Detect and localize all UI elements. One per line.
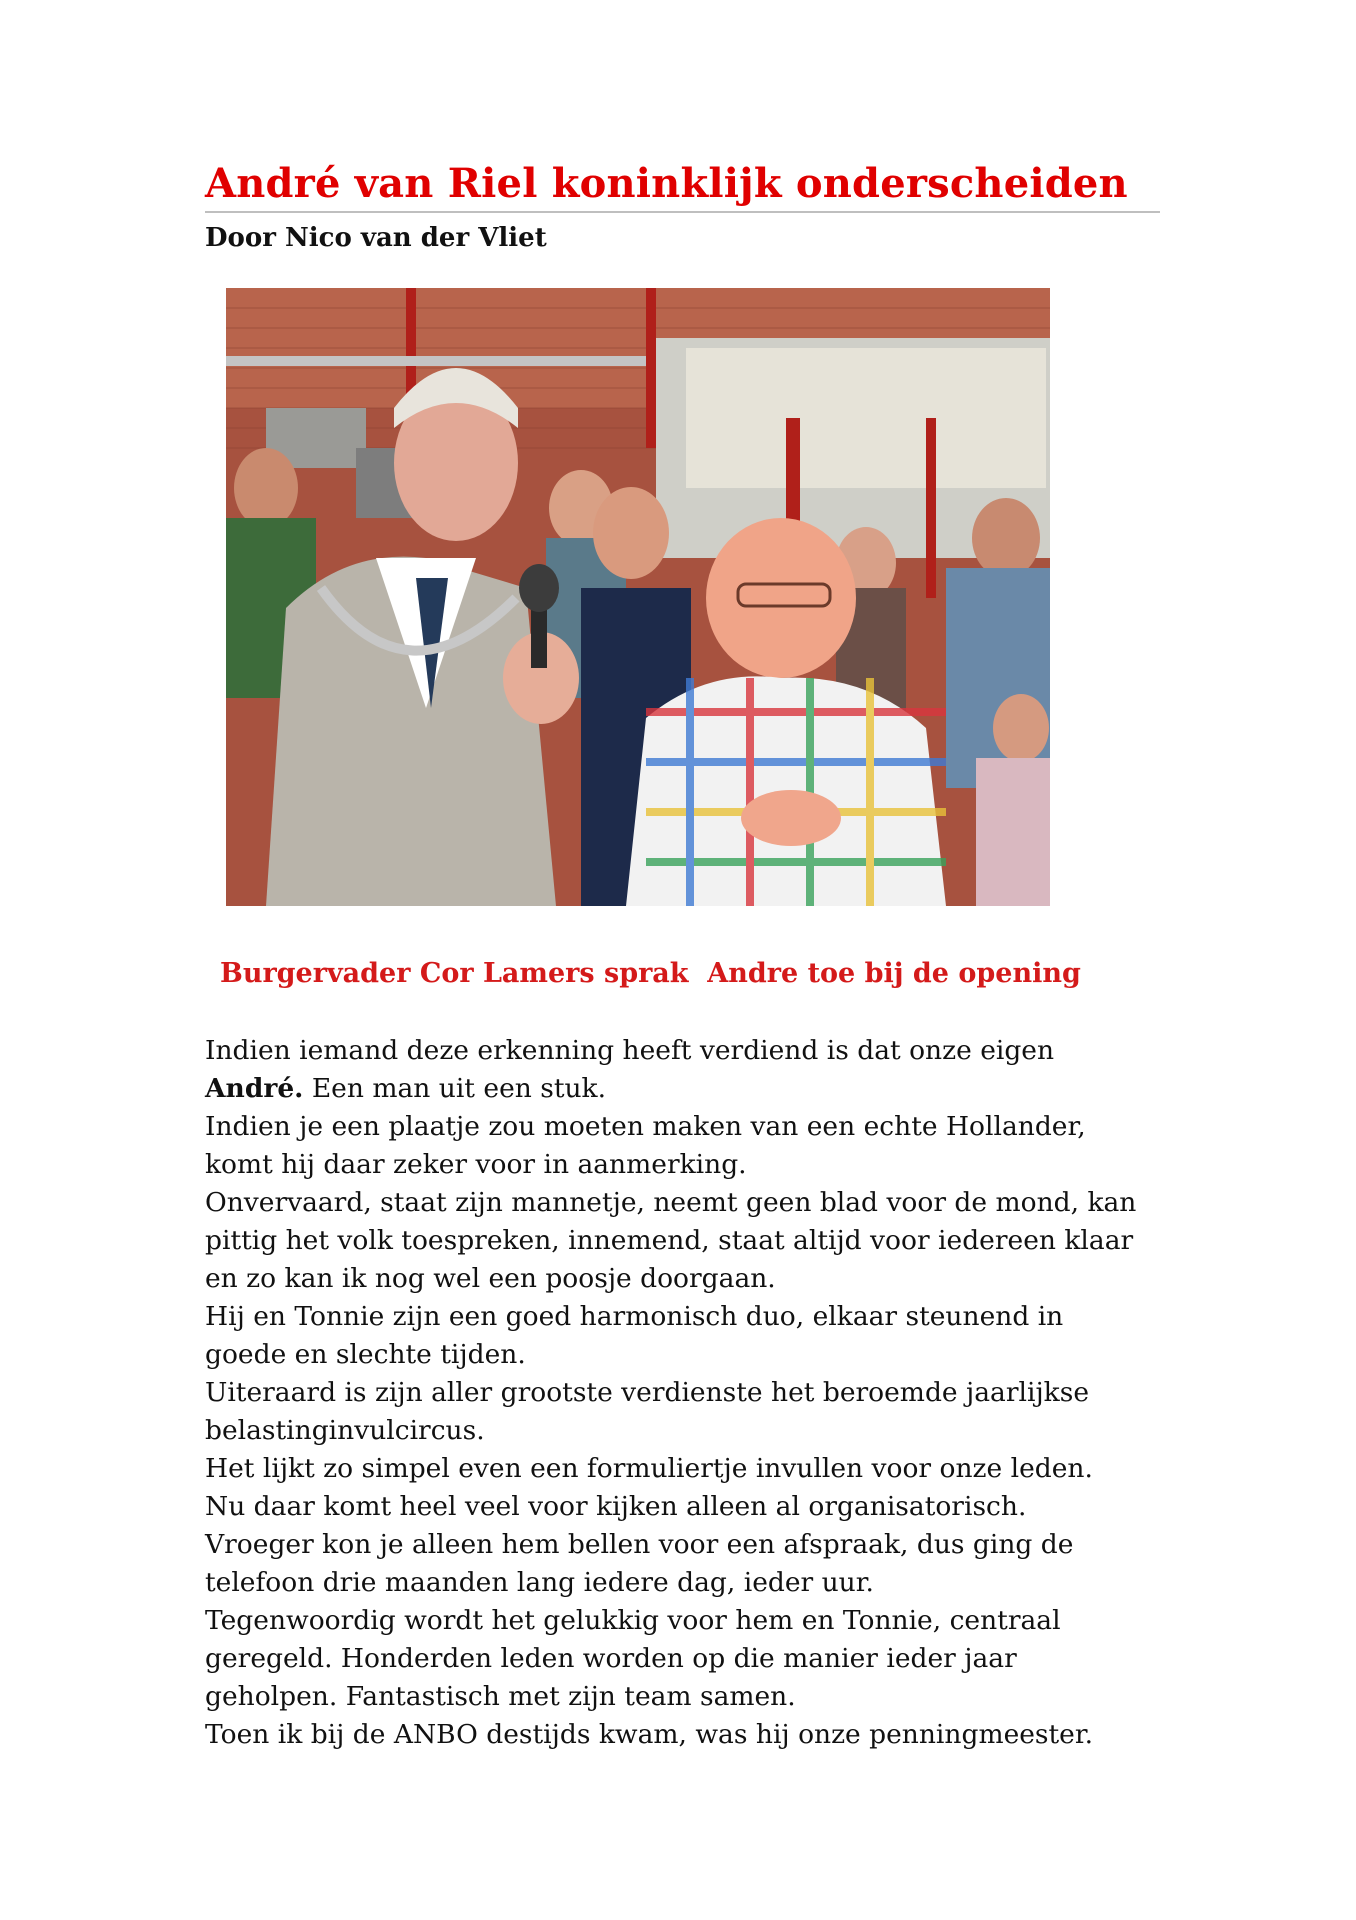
article-byline: Door Nico van der Vliet [205,223,547,253]
body-line: Indien je een plaatje zou moeten maken van een echte Hollander, [205,1111,1086,1142]
body-line: belastinginvulcircus. [205,1415,485,1446]
body-line: Hij en Tonnie zijn een goed harmonisch duo, elkaar steunend in [205,1301,1064,1332]
article-photo [226,288,1050,906]
body-line: goede en slechte tijden. [205,1339,526,1370]
body-line: geregeld. Honderden leden worden op die manier ieder jaar [205,1643,1017,1674]
body-line: Toen ik bij de ANBO destijds kwam, was hij onze penningmeester. [205,1719,1094,1750]
body-line: telefoon drie maanden lang iedere dag, ieder uur. [205,1567,874,1598]
body-line: Nu daar komt heel veel voor kijken alleen al organisatorisch. [205,1491,1027,1522]
body-line [205,1070,1165,1108]
body-line-text: Een man uit een stuk. [303,1073,607,1104]
body-line: Uiteraard is zijn aller grootste verdienste het beroemde jaarlijkse [205,1377,1089,1408]
body-line: Tegenwoordig wordt het gelukkig voor hem en Tonnie, centraal [205,1605,1061,1636]
body-line: pittig het volk toespreken, innemend, staat altijd voor iedereen klaar [205,1225,1134,1256]
title-underline-rule [205,211,1160,213]
body-line: en zo kan ik nog wel een poosje doorgaan. [205,1263,776,1294]
photo-caption: Burgervader Cor Lamers sprak Andre toe bij de opening [220,958,1081,989]
article-title: André van Riel koninklijk onderscheiden [205,160,1128,207]
body-line: komt hij daar zeker voor in aanmerking. [205,1149,747,1180]
article-body [205,1032,1165,1754]
body-line: Indien iemand deze erkenning heeft verdiend is dat onze eigen [205,1035,1055,1066]
body-line: Vroeger kon je alleen hem bellen voor een afspraak, dus ging de [205,1529,1074,1560]
name-bold: André. [205,1073,304,1104]
body-line: geholpen. Fantastisch met zijn team samen. [205,1681,796,1712]
body-line: Onvervaard, staat zijn mannetje, neemt geen blad voor de mond, kan [205,1187,1137,1218]
body-line: Het lijkt zo simpel even een formuliertje invullen voor onze leden. [205,1453,1093,1484]
